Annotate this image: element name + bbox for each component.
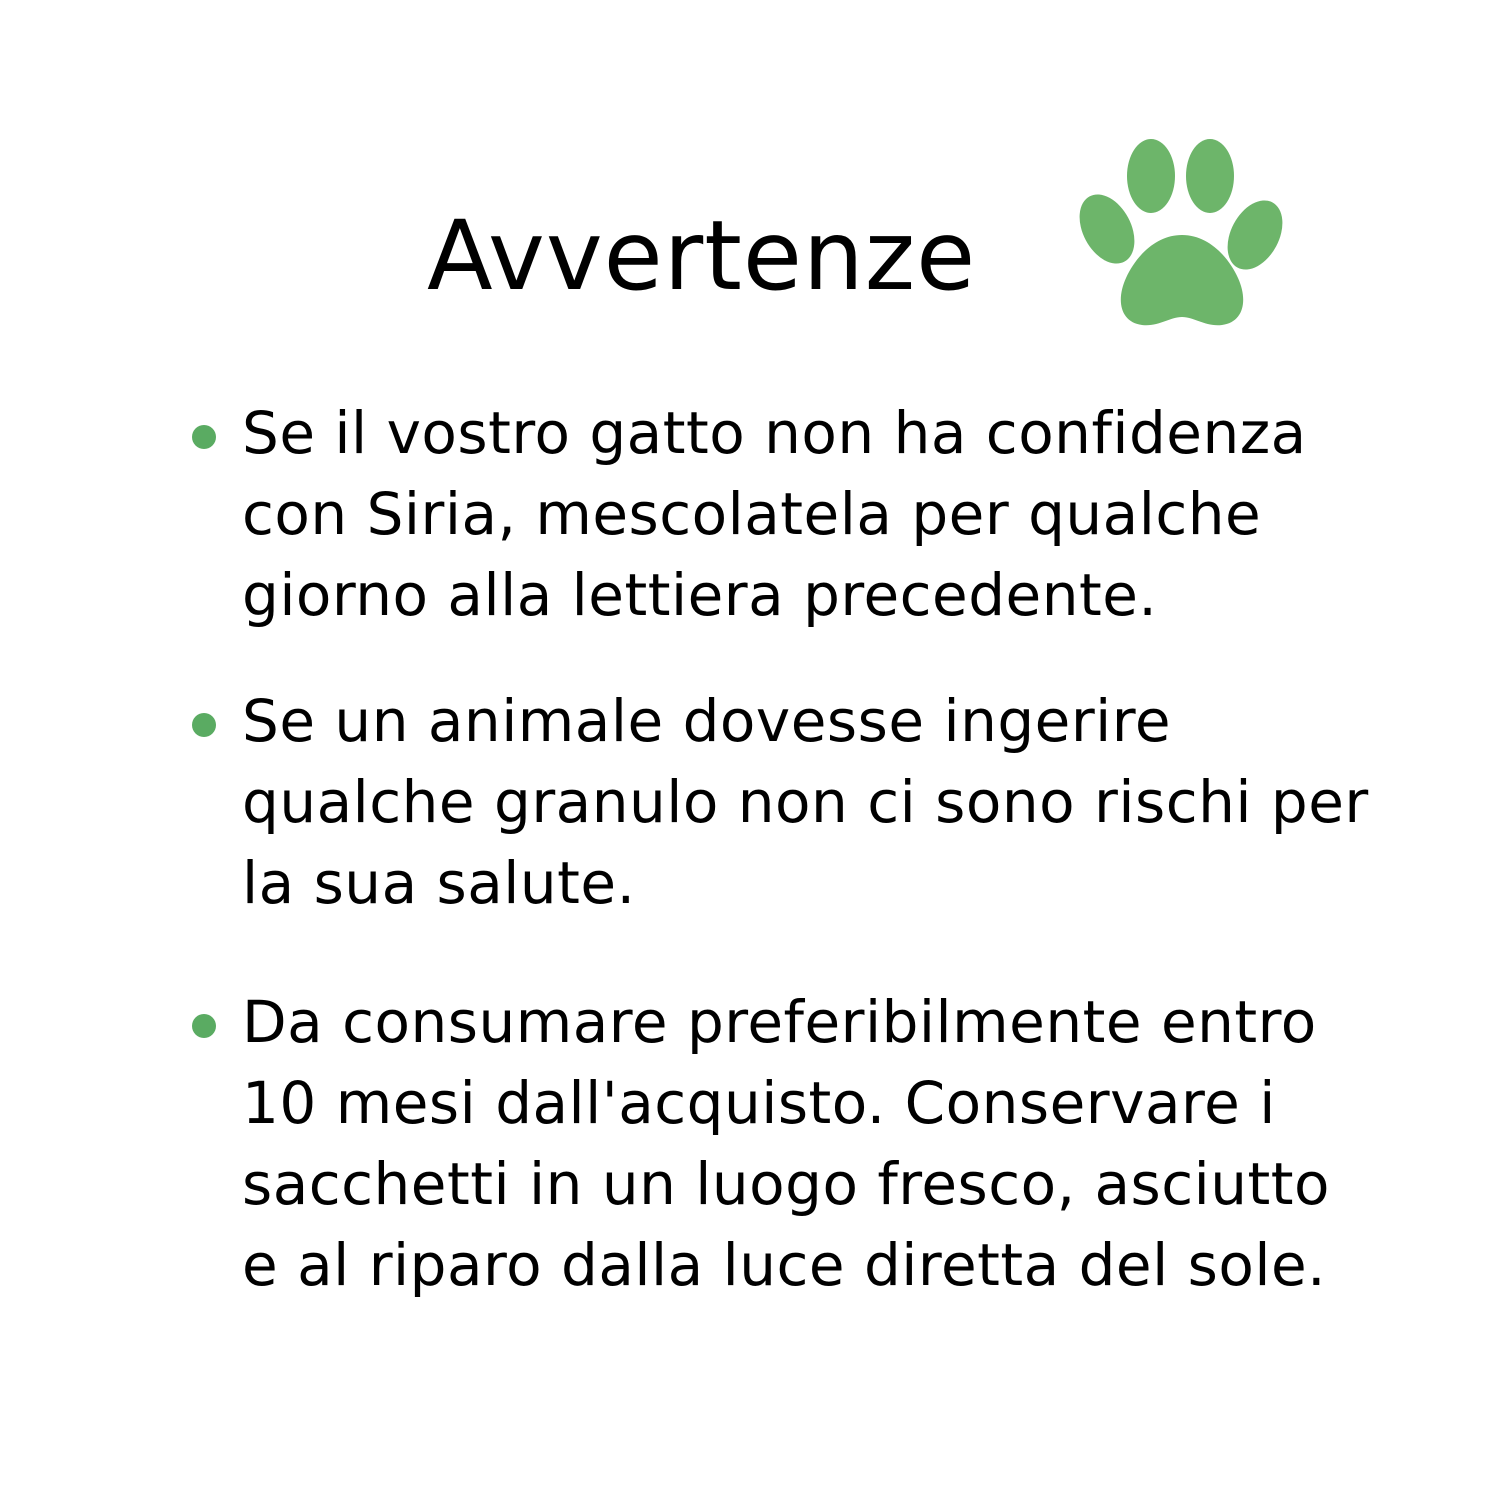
warnings-list [190, 0, 1450, 1500]
list-item-text: Se un animale dovesse ingerire qualche granulo non ci sono rischi per la sua salute. [242, 687, 1369, 917]
page-title: Avvertenze [427, 200, 977, 312]
bullet-dot-icon [192, 425, 216, 449]
list-item-text: Se il vostro gatto non ha confidenza con Siria, mescolatela per qualche giorno alla lettiera precedente. [242, 399, 1307, 629]
list-item-text: Da consumare preferibilmente entro 10 mesi dall'acquisto. Conservare i sacchetti in un luogo fresco, asciutto e al riparo dalla luce diretta del sole. [242, 988, 1331, 1299]
bullet-dot-icon [192, 713, 216, 737]
bullet-dot-icon [192, 1014, 216, 1038]
